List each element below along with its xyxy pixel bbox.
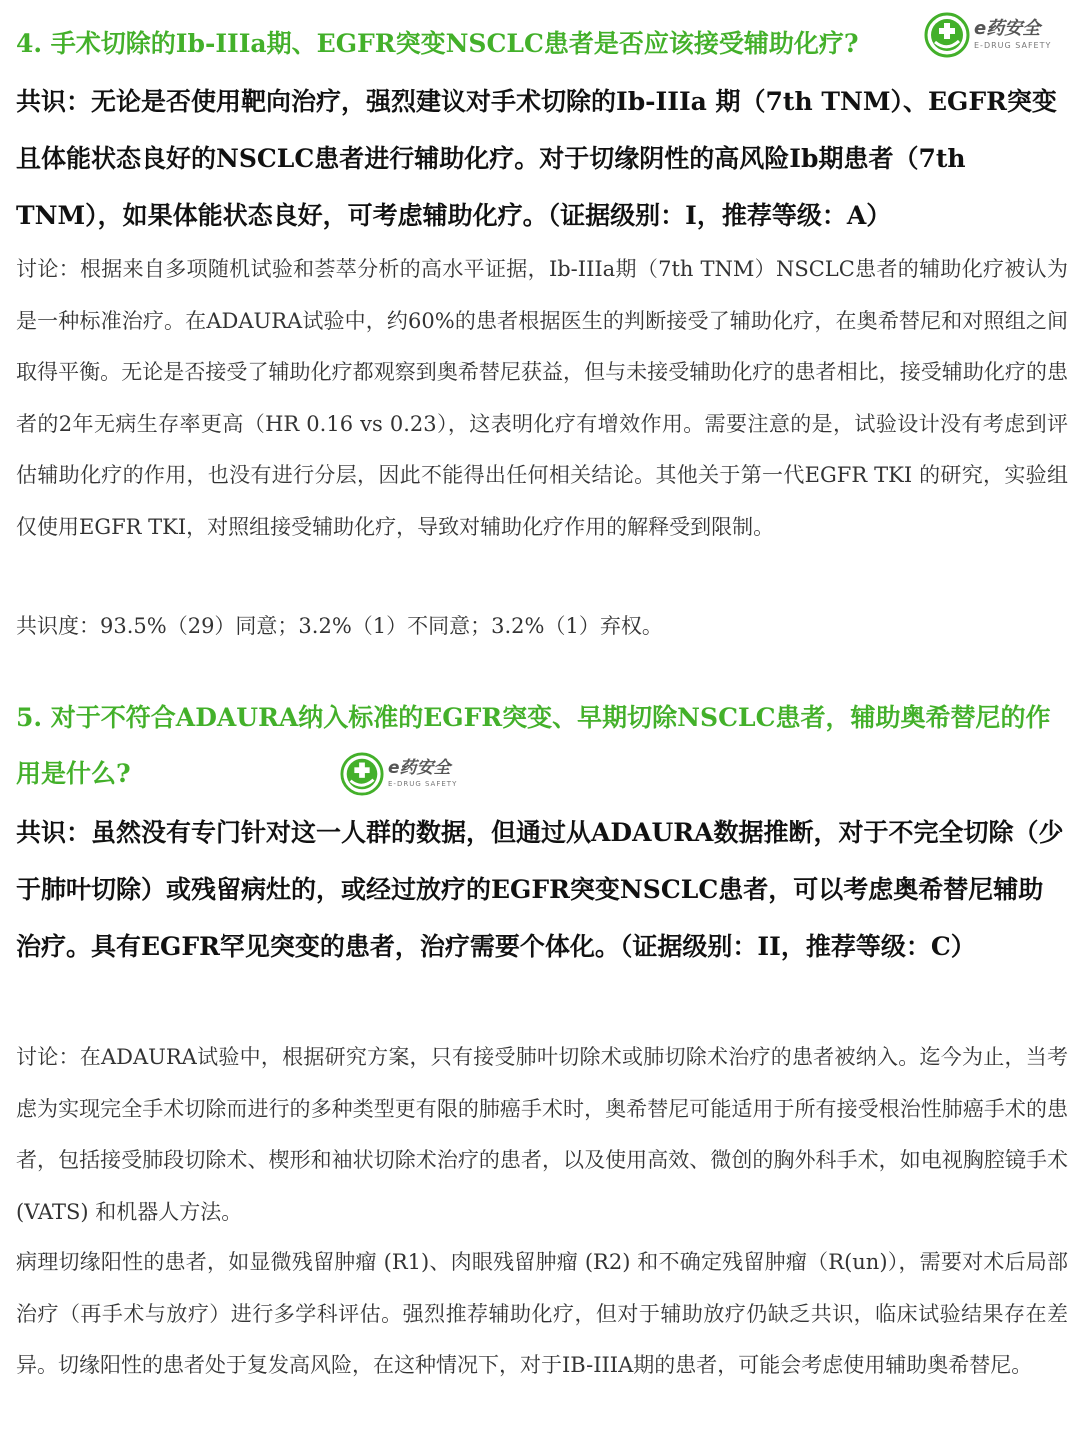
section-5-consensus: 共识：虽然没有专门针对这一人群的数据，但通过从ADAURA数据推断，对于不完全切除（少于肺叶切除）或残留病灶的，或经过放疗的EGFR突变NSCLC患者，可以考虑奥希替尼辅助治疗。具有EGFR罕见突变的患者，治疗需要个体化。（证据级别：II，推荐等级：C） xyxy=(16,818,1064,961)
section-5-discussion-2: 病理切缘阳性的患者，如显微残留肿瘤 (R1)、肉眼残留肿瘤 (R2) 和不确定残留肿瘤（R(un)），需要对术后局部治疗（再手术与放疗）进行多学科评估。强烈推荐辅助化疗，但对于辅助放疗仍缺乏共识，临床试验结果存在差异。切缘阳性的患者处于复发高风险，在这种情况下，对于IB-IIIA期的患者，可能会考虑使用辅助奥希替尼。 xyxy=(16,1250,1068,1377)
logo-name-cn: e药安全 xyxy=(388,758,451,778)
e-drug-safety-logo xyxy=(924,12,1051,58)
section-4-discussion: 讨论：根据来自多项随机试验和荟萃分析的高水平证据，Ib-IIIa期（7th TNM）NSCLC患者的辅助化疗被认为是一种标准治疗。在ADAURA试验中，约60%的患者根据医生的判断接受了辅助化疗，在奥希替尼和对照组之间取得平衡。无论是否接受了辅助化疗都观察到奥希替尼获益，但与未接受辅助化疗的患者相比，接受辅助化疗的患者的2年无病生存率更高（HR 0.16 vs 0.23），这表明化疗有增效作用。需要注意的是，试验设计没有考虑到评估辅助化疗的作用，也没有进行分层，因此不能得出任何相关结论。其他关于第一代EGFR TKI 的研究，实验组仅使用EGFR TKI，对照组接受辅助化疗，导致对辅助化疗作用的解释受到限制。 xyxy=(16,257,1068,539)
section-4-heading: 4. 手术切除的Ib-IIIa期、EGFR突变NSCLC患者是否应该接受辅助化疗? xyxy=(16,29,859,58)
section-4-consensus: 共识：无论是否使用靶向治疗，强烈建议对手术切除的Ib-IIIa 期（7th TNM）、EGFR突变且体能状态良好的NSCLC患者进行辅助化疗。对于切缘阴性的高风险Ib期患者（7th TNM），如果体能状态良好，可考虑辅助化疗。（证据级别：I，推荐等级：A） xyxy=(16,87,1057,230)
medical-cross-icon xyxy=(340,752,384,796)
e-drug-safety-logo-2 xyxy=(340,752,457,796)
medical-cross-icon xyxy=(924,12,970,58)
logo-name-en: E-DRUG SAFETY xyxy=(974,41,1052,50)
section-5-heading: 5. 对于不符合ADAURA纳入标准的EGFR突变、早期切除NSCLC患者，辅助奥希替尼的作用是什么? xyxy=(16,703,1051,788)
section-5-discussion: 讨论：在ADAURA试验中，根据研究方案，只有接受肺叶切除术或肺切除术治疗的患者被纳入。迄今为止，当考虑为实现完全手术切除而进行的多种类型更有限的肺癌手术时，奥希替尼可能适用于所有接受根治性肺癌手术的患者，包括接受肺段切除术、楔形和袖状切除术治疗的患者，以及使用高效、微创的胸外科手术，如电视胸腔镜手术 (VATS) 和机器人方法。 xyxy=(16,1045,1068,1224)
section-4-agreement: 共识度：93.5%（29）同意；3.2%（1）不同意；3.2%（1）弃权。 xyxy=(16,614,663,638)
logo-name-en: E-DRUG SAFETY xyxy=(388,780,458,788)
logo-name-cn: e药安全 xyxy=(974,18,1041,39)
